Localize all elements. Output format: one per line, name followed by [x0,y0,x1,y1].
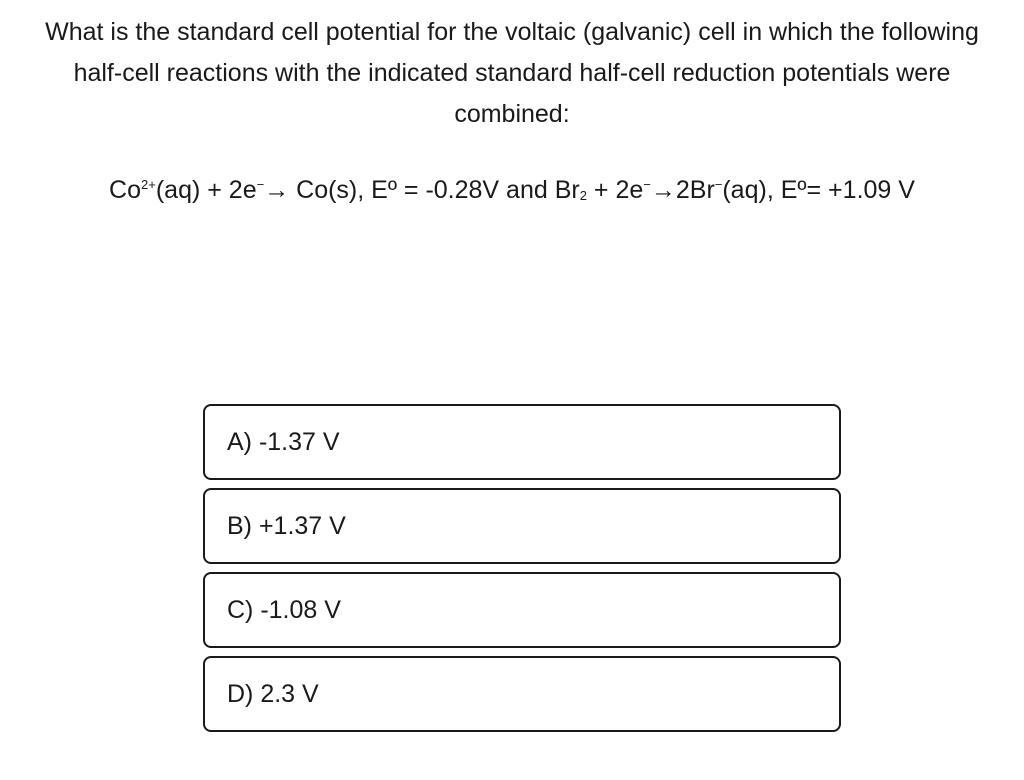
equation-part-5: (aq), Eº= +1.09 V [722,176,915,204]
option-a-button[interactable] [203,404,841,480]
option-c-button[interactable] [203,572,841,648]
equation-part-4: →2Br [650,176,715,204]
option-d-label: D) 2.3 V [227,679,319,708]
answer-options [203,404,841,740]
equation-part-3: + 2e [586,176,644,204]
equation-electron-charge-1: − [256,177,265,192]
option-b-button[interactable] [203,488,841,564]
option-b-label: B) +1.37 V [227,511,346,540]
equation-co-charge: 2+ [141,177,156,192]
option-a-label: A) -1.37 V [227,427,340,456]
equation-br-subscript: 2 [579,188,587,203]
half-cell-equation [0,172,1024,208]
equation-part-2: → Co(s), Eº = -0.28V and Br [264,176,580,204]
option-d-button[interactable] [203,656,841,732]
option-c-label: C) -1.08 V [227,595,341,624]
equation-co: Co [109,176,142,204]
equation-electron-charge-2: − [643,177,651,192]
equation-part-1: (aq) + 2e [155,176,257,204]
question-text: What is the standard cell potential for the voltaic (galvanic) cell in which the following half-cell reactions with the indicated standard half-cell reduction potentials were combined: [45,18,979,128]
equation-br-charge: − [714,177,723,192]
